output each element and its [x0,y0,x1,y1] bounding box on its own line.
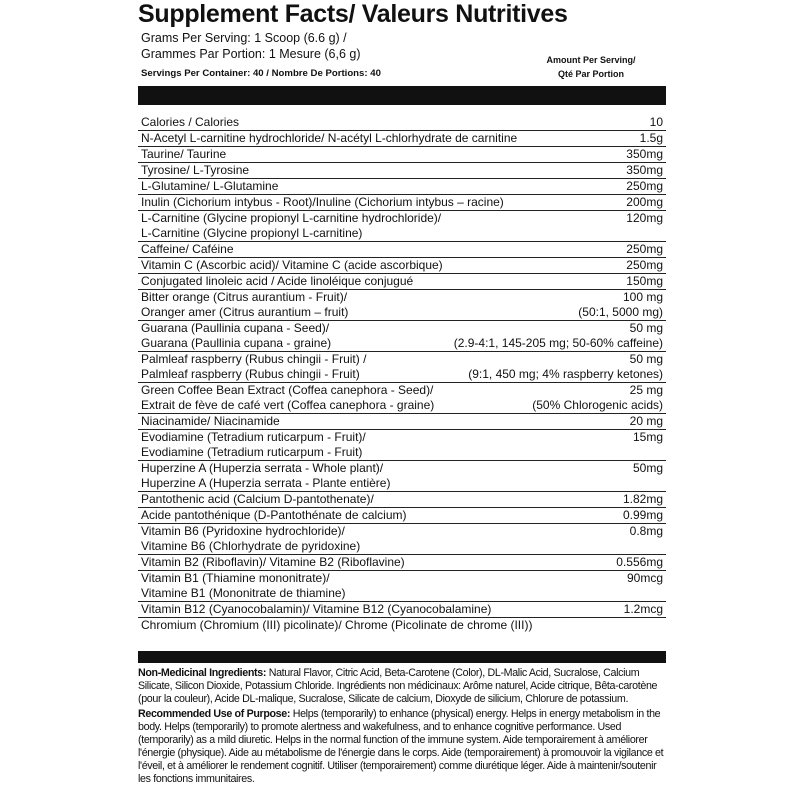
nutrient-amount [630,414,663,429]
nutrient-amount-line: 1.82mg [622,492,663,506]
nutrient-row [138,414,666,430]
nutrient-amount-line [626,226,663,241]
nutrient-name-line: Extrait de fève de café vert (Coffea canephora - graine) [141,398,435,412]
footer-divider-bar [138,651,666,663]
nutrient-name [138,555,666,570]
nutrient-amount [627,571,663,601]
amount-header-en: Amount Per Serving/ [546,55,636,65]
nmi-text: Natural Flavor, Citric Acid, Beta-Carotene (Color), DL-Malic Acid, Sucralose, Calcium Silicate, Silicon Dioxide, Potassium Chloride. Ingrédients non médicinaux: Arôme naturel, Acide citrique, Bêta-carotène (pour la couleur), Acide DL-malique, Sucralose, Silicate de calcium, Dioxyde de silicium, Chlorure de potassium. [138,667,658,705]
nutrient-amount [626,195,663,210]
nutrient-amount-line: (2.9-4:1, 145-205 mg; 50-60% caffeine) [453,336,663,350]
nutrient-amount-line: 200mg [626,195,663,209]
nutrient-name [138,618,666,633]
nutrient-name [138,602,666,617]
nutrient-name [138,131,666,146]
nutrient-name-line: Conjugated linoleic acid / Acide linoléique conjugué [141,274,414,288]
nutrient-row [138,555,666,571]
nutrient-amount-line: 1.5g [639,131,663,145]
nutrient-row [138,461,666,492]
nutrient-name-line: Huperzine A (Huperzia serrata - Plante entière) [141,476,391,490]
nutrient-row [138,524,666,555]
nutrient-amount [626,179,663,194]
nutrient-name [138,242,666,257]
nutrient-name [138,258,666,273]
nmi-label: Non-Medicinal Ingredients: [138,667,267,679]
nutrient-name [138,115,666,130]
nutrient-name [138,414,666,429]
nutrient-name-line: Vitamin B2 (Riboflavin)/ Vitamine B2 (Riboflavine) [141,555,405,569]
nutrient-row [138,618,666,633]
nutrient-name-line: Guarana (Paullinia cupana - graine) [141,336,332,350]
nutrient-name-line: Evodiamine (Tetradium ruticarpum - Fruit)/ [141,430,366,444]
nutrient-name [138,524,666,554]
nutrient-amount [650,115,663,130]
nutrient-row [138,430,666,461]
nutrient-name-line: Bitter orange (Citrus aurantium - Fruit)/ [141,290,348,304]
nutrient-amount [660,618,663,633]
nutrient-name-line: Vitamin C (Ascorbic acid)/ Vitamine C (acide ascorbique) [141,258,443,272]
nutrient-row [138,571,666,602]
nutrient-row [138,147,666,163]
nutrient-name [138,211,666,241]
nutrient-name [138,461,666,491]
nutrient-amount-line: 250mg [626,258,663,272]
nutrient-name-line: Pantothenic acid (Calcium D-pantothenate)/ [141,492,374,506]
nutrient-name-line: Vitamin B6 (Pyridoxine hydrochloride)/ [141,524,345,538]
nutrient-amount [640,131,663,146]
nutrient-name [138,147,666,162]
nutrient-amount-line: 0.556mg [616,555,663,569]
nutrient-name [138,430,666,460]
nutrient-amount [616,555,663,570]
amount-header-fr: Qté Par Portion [557,69,624,79]
nutrient-name [138,571,666,601]
nutrient-row [138,163,666,179]
nutrient-amount-line [627,586,663,601]
nutrient-amount-line: 350mg [626,163,663,177]
nutrient-row [138,115,666,131]
non-medicinal-ingredients [138,667,666,706]
nutrient-amount-line: 15mg [632,430,663,444]
nutrient-amount-line: 250mg [626,242,663,256]
nutrient-name-line: Huperzine A (Huperzia serrata - Whole plant)/ [141,461,384,475]
nutrient-amount-line [630,539,663,554]
nutrient-amount-line: 50 mg [629,352,663,366]
nutrient-amount-line: 1.2mcg [623,602,663,616]
nutrient-amount [532,383,663,413]
amount-per-serving-header [516,53,666,81]
nutrient-amount-line: 150mg [626,274,663,288]
nutrient-amount-line [660,618,663,633]
nutrient-name [138,492,666,507]
nutrient-amount [633,430,663,460]
nutrient-name-line: Vitamin B12 (Cyanocobalamin)/ Vitamine B12 (Cyanocobalamine) [141,602,492,616]
nutrient-name-line: Guarana (Paullinia cupana - Seed)/ [141,321,330,335]
nutrient-amount-line: (50% Chlorogenic acids) [532,398,663,412]
nutrient-amount [626,242,663,257]
nutrient-row [138,321,666,352]
nutrient-row [138,131,666,147]
nutrient-amount-line [633,445,663,460]
nutrient-name-line: Chromium (Chromium (III) picolinate)/ Chrome (Picolinate de chrome (III)) [141,618,533,632]
panel-title: Supplement Facts/ Valeurs Nutritives [138,0,568,28]
nutrient-amount-line [633,476,663,491]
nutrient-amount-line: 50mg [632,461,663,475]
nutrient-amount [626,274,663,289]
nutrient-name-line: N-Acetyl L-carnitine hydrochloride/ N-acétyl L-chlorhydrate de carnitine [141,131,518,145]
nutrient-name [138,274,666,289]
nutrient-row [138,195,666,211]
nutrient-name-line: Vitamine B1 (Mononitrate de thiamine) [141,586,346,600]
nutrient-name-line: Palmleaf raspberry (Rubus chingii - Fruit) / [141,352,367,366]
nutrient-row [138,274,666,290]
nutrient-amount [626,258,663,273]
nutrient-name-line: Palmleaf raspberry (Rubus chingii - Fruit) [141,367,360,381]
nutrient-amount [633,461,663,491]
nutrient-amount-line: (50:1, 5000 mg) [578,305,663,319]
nutrient-row [138,602,666,618]
nutrient-name [138,195,666,210]
nutrient-amount [623,492,663,507]
nutrient-amount-line: 120mg [626,211,663,225]
nutrient-row [138,508,666,524]
nutrient-name [138,163,666,178]
nutrient-amount-line: 90mcg [626,571,663,585]
nutrient-amount-line: 50 mg [629,321,663,335]
nutrient-name-line: L-Carnitine (Glycine propionyl L-carnitine) [141,226,363,240]
nutrient-row [138,242,666,258]
nutrient-name [138,179,666,194]
nutrient-name-line: Taurine/ Taurine [141,147,227,161]
nutrient-row [138,383,666,414]
nutrient-name-line: L-Glutamine/ L-Glutamine [141,179,279,193]
nutrient-name-line: Oranger amer (Citrus aurantium – fruit) [141,305,349,319]
nutrient-amount [626,163,663,178]
nutrient-amount [630,524,663,554]
nutrient-name-line: Vitamine B6 (Chlorhydrate de pyridoxine) [141,539,361,553]
nutrient-row [138,290,666,321]
nutrient-amount [626,211,663,241]
nutrient-name-line: Caffeine/ Caféine [141,242,234,256]
nutrient-amount-line: 0.8mg [629,524,663,538]
nutrient-amount-line: 350mg [626,147,663,161]
nutrient-row [138,179,666,195]
nutrient-amount-line: 25 mg [629,383,663,397]
nutrient-amount [578,290,663,320]
serving-size-en: Grams Per Serving: 1 Scoop (6.6 g) / [141,31,347,45]
nutrient-name-line: Acide pantothénique (D-Pantothénate de calcium) [141,508,407,522]
serving-size-fr: Grammes Par Portion: 1 Mesure (6,6 g) [141,47,361,61]
nutrient-row [138,492,666,508]
nutrient-amount-line: 0.99mg [622,508,663,522]
nutrient-name-line: Green Coffee Bean Extract (Coffea canephora - Seed)/ [141,383,434,397]
nutrient-name-line: Inulin (Cichorium intybus - Root)/Inuline (Cichorium intybus – racine) [141,195,504,209]
nutrient-name [138,508,666,523]
nutrient-name-line: Evodiamine (Tetradium ruticarpum - Fruit) [141,445,363,459]
nutrient-name-line: Tyrosine/ L-Tyrosine [141,163,250,177]
servings-per-container: Servings Per Container: 40 / Nombre De Portions: 40 [141,68,381,79]
nutrient-name-line: Niacinamide/ Niacinamide [141,414,280,428]
nutrient-name-line: L-Carnitine (Glycine propionyl L-carnitine hydrochloride)/ [141,211,442,225]
nutrient-amount-line: (9:1, 450 mg; 4% raspberry ketones) [468,367,663,381]
recommended-use [138,708,666,786]
nutrient-amount-line: 20 mg [629,414,663,428]
nutrient-name-line: Calories / Calories [141,115,240,129]
nutrient-row [138,352,666,383]
nutrient-row [138,258,666,274]
nutrient-amount-line: 250mg [626,179,663,193]
use-label: Recommended Use of Purpose: [138,708,291,720]
nutrient-amount [626,147,663,162]
nutrient-row [138,211,666,242]
nutrient-amount [468,352,663,382]
use-text: Helps (temporarily) to enhance (physical) energy. Helps in energy metabolism in the body. Helps (temporarily) to promote alertness and wakefulness, and to enhance cognitive performance. Used (temporarily) as a mild diuretic. Helps in the normal function of the immune system. Aide temporairement à améliorer l'énergie (physique). Aide au métabolisme de l'énergie dans le corps. Aide (temporairement) à promouvoir la vigilance et l'éveil, et à améliorer le rendement cognitif. Utiliser (temporairement) comme diurétique léger. Aide à maintenir/soutenir les fonctions immunitaires. [138,708,664,785]
header-divider-bar [138,86,666,105]
nutrient-name-line: Vitamin B1 (Thiamine mononitrate)/ [141,571,330,585]
nutrient-rows [138,115,666,633]
nutrient-amount-line: 100 mg [622,290,663,304]
ingredients-footer [138,667,666,788]
nutrient-amount [623,508,663,523]
nutrient-amount [454,321,663,351]
nutrient-amount-line: 10 [649,115,663,129]
nutrient-amount [624,602,663,617]
